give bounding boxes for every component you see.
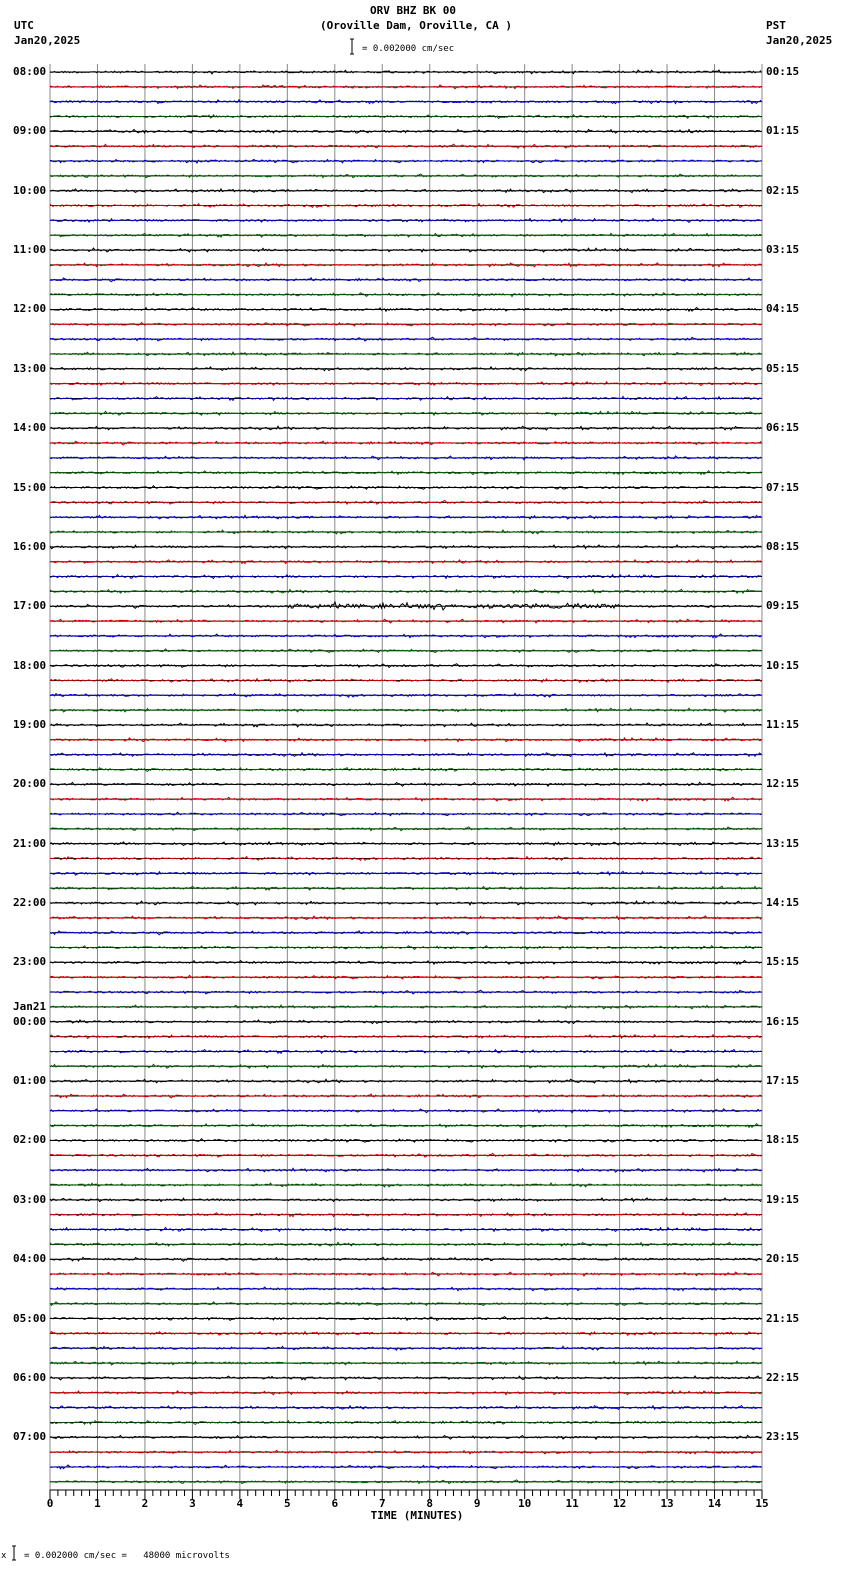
seismic-trace bbox=[50, 990, 761, 994]
utc-time-label: 00:00 bbox=[13, 1014, 47, 1028]
x-tick-label: 14 bbox=[707, 1497, 722, 1510]
pst-time-label: 22:15 bbox=[766, 1370, 800, 1384]
x-tick-label: 5 bbox=[284, 1497, 291, 1510]
x-tick-label: 1 bbox=[94, 1497, 101, 1510]
utc-time-label: 14:00 bbox=[13, 421, 47, 435]
pst-time-label: 20:15 bbox=[766, 1252, 800, 1266]
seismic-trace bbox=[50, 456, 761, 460]
pst-time-label: 19:15 bbox=[766, 1192, 800, 1206]
x-tick-label: 3 bbox=[189, 1497, 196, 1510]
utc-time-label: 20:00 bbox=[13, 777, 47, 791]
x-tick-label: 4 bbox=[236, 1497, 244, 1510]
utc-time-label: 23:00 bbox=[13, 955, 47, 969]
seismic-trace bbox=[50, 1064, 761, 1068]
right-date: Jan20,2025 bbox=[766, 34, 833, 47]
pst-time-label: 09:15 bbox=[766, 599, 800, 613]
pst-time-label: 02:15 bbox=[766, 183, 800, 197]
pst-time-label: 23:15 bbox=[766, 1430, 800, 1444]
seismic-trace bbox=[50, 768, 761, 772]
utc-time-label: 19:00 bbox=[13, 717, 47, 731]
utc-time-label: 18:00 bbox=[13, 658, 47, 672]
x-tick-label: 11 bbox=[565, 1497, 579, 1510]
utc-time-label: 09:00 bbox=[13, 124, 47, 138]
pst-time-label: 11:15 bbox=[766, 717, 800, 731]
seismic-trace bbox=[50, 115, 761, 119]
seismic-trace bbox=[50, 337, 761, 341]
pst-time-label: 14:15 bbox=[766, 896, 800, 910]
seismic-trace bbox=[50, 634, 761, 638]
footer-prefix: x bbox=[1, 1551, 7, 1561]
utc-time-label: 02:00 bbox=[13, 1133, 47, 1147]
pst-time-label: 16:15 bbox=[766, 1014, 800, 1028]
pst-time-label: 17:15 bbox=[766, 1074, 800, 1088]
pst-time-label: 01:15 bbox=[766, 124, 800, 138]
x-tick-label: 0 bbox=[46, 1497, 54, 1510]
x-axis-label: TIME (MINUTES) bbox=[370, 1509, 464, 1522]
left-date: Jan20,2025 bbox=[14, 34, 81, 47]
seismic-trace bbox=[50, 85, 761, 89]
seismic-trace bbox=[50, 1005, 761, 1009]
utc-time-label: 12:00 bbox=[13, 302, 47, 316]
pst-time-label: 08:15 bbox=[766, 539, 800, 553]
seismic-trace bbox=[50, 1287, 761, 1291]
utc-time-label: 07:00 bbox=[13, 1430, 47, 1444]
seismic-trace bbox=[50, 916, 761, 920]
x-tick-label: 12 bbox=[612, 1497, 627, 1510]
footer-scale-text: = 0.002000 cm/sec = 48000 microvolts bbox=[24, 1551, 230, 1561]
seismic-trace bbox=[50, 100, 761, 104]
x-tick-label: 6 bbox=[331, 1497, 339, 1510]
utc-time-label: 16:00 bbox=[13, 539, 47, 553]
right-timezone: PST bbox=[766, 19, 786, 32]
x-tick-label: 8 bbox=[426, 1497, 434, 1510]
utc-time-label: 21:00 bbox=[13, 836, 47, 850]
utc-time-label: 11:00 bbox=[13, 243, 47, 257]
seismic-trace bbox=[50, 1317, 761, 1321]
seismic-trace bbox=[50, 738, 761, 742]
seismic-trace bbox=[50, 219, 761, 223]
pst-time-label: 06:15 bbox=[766, 421, 800, 435]
utc-time-label: 06:00 bbox=[13, 1370, 47, 1384]
seismic-trace bbox=[50, 308, 761, 312]
pst-time-label: 05:15 bbox=[766, 361, 800, 375]
seismic-trace bbox=[50, 842, 761, 846]
x-tick-label: 13 bbox=[660, 1497, 674, 1510]
pst-time-label: 13:15 bbox=[766, 836, 800, 850]
utc-time-label: 10:00 bbox=[13, 183, 47, 197]
left-timezone: UTC bbox=[14, 19, 34, 32]
utc-time-label: 22:00 bbox=[13, 896, 47, 910]
x-tick-label: 15 bbox=[755, 1497, 769, 1510]
seismic-trace bbox=[50, 500, 761, 504]
seismic-trace bbox=[50, 797, 761, 801]
pst-time-label: 21:15 bbox=[766, 1311, 800, 1325]
seismic-trace bbox=[50, 693, 761, 697]
utc-time-label: 08:00 bbox=[13, 65, 47, 78]
seismic-trace bbox=[50, 1183, 761, 1187]
x-tick-label: 7 bbox=[378, 1497, 386, 1510]
seismic-trace bbox=[50, 753, 761, 757]
pst-time-label: 04:15 bbox=[766, 302, 800, 316]
pst-time-label: 12:15 bbox=[766, 777, 800, 791]
utc-time-label: 04:00 bbox=[13, 1252, 47, 1266]
utc-time-label: 01:00 bbox=[13, 1074, 47, 1088]
seismic-trace bbox=[50, 1435, 761, 1439]
utc-time-label: 05:00 bbox=[13, 1311, 47, 1325]
seismic-trace bbox=[50, 1020, 761, 1024]
pst-time-label: 10:15 bbox=[766, 658, 800, 672]
x-tick-label: 9 bbox=[473, 1497, 481, 1510]
x-tick-label: 10 bbox=[518, 1497, 532, 1510]
utc-date-label: Jan21 bbox=[13, 999, 47, 1013]
pst-time-label: 03:15 bbox=[766, 243, 800, 257]
utc-time-label: 17:00 bbox=[13, 599, 47, 613]
station-title: ORV BHZ BK 00 bbox=[369, 4, 457, 17]
utc-time-label: 13:00 bbox=[13, 361, 47, 375]
pst-time-label: 07:15 bbox=[766, 480, 800, 494]
utc-time-label: 15:00 bbox=[13, 480, 47, 494]
pst-time-label: 18:15 bbox=[766, 1133, 800, 1147]
x-tick-label: 2 bbox=[141, 1497, 149, 1510]
seismic-trace bbox=[50, 782, 761, 786]
pst-time-label: 15:15 bbox=[766, 955, 800, 969]
seismic-trace bbox=[50, 174, 761, 178]
seismic-trace bbox=[50, 679, 761, 683]
seismic-trace bbox=[50, 471, 761, 475]
header-scale-text: = 0.002000 cm/sec bbox=[362, 44, 455, 54]
seismic-trace bbox=[50, 946, 761, 950]
station-location: (Oroville Dam, Oroville, CA ) bbox=[319, 19, 513, 32]
seismic-trace bbox=[50, 1421, 761, 1425]
utc-time-label: 03:00 bbox=[13, 1192, 47, 1206]
pst-time-label: 00:15 bbox=[766, 65, 800, 78]
